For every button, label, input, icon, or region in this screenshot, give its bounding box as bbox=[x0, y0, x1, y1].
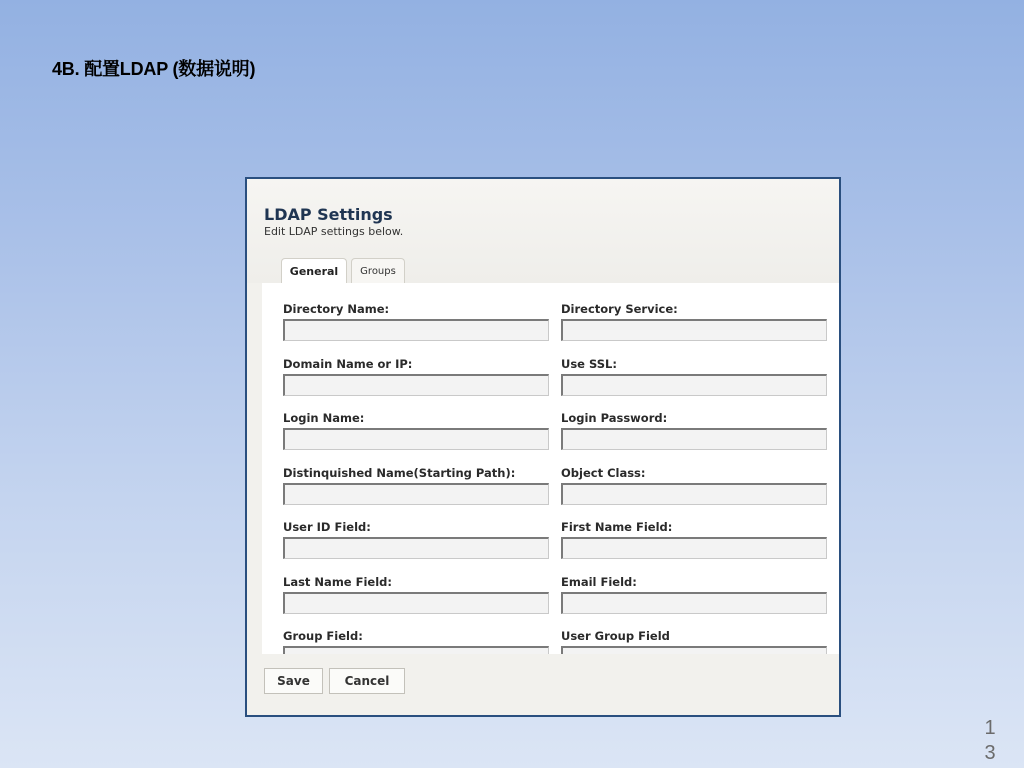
slide-title: 4B. 配置LDAP (数据说明) bbox=[52, 59, 256, 79]
last-name-label: Last Name Field: bbox=[283, 575, 392, 589]
page-number: 13 bbox=[984, 717, 996, 764]
dialog-subtitle: Edit LDAP settings below. bbox=[264, 225, 404, 238]
login-name-label: Login Name: bbox=[283, 411, 365, 425]
distinguished-name-label: Distinquished Name(Starting Path): bbox=[283, 466, 516, 480]
user-id-input[interactable] bbox=[283, 537, 549, 559]
login-password-label: Login Password: bbox=[561, 411, 668, 425]
login-name-input[interactable] bbox=[283, 428, 549, 450]
tab-groups[interactable]: Groups bbox=[351, 258, 405, 283]
dialog-title: LDAP Settings bbox=[264, 205, 393, 224]
group-label: Group Field: bbox=[283, 629, 363, 643]
user-group-input[interactable] bbox=[561, 646, 827, 654]
domain-name-input[interactable] bbox=[283, 374, 549, 396]
domain-name-label: Domain Name or IP: bbox=[283, 357, 413, 371]
email-input[interactable] bbox=[561, 592, 827, 614]
user-group-label: User Group Field bbox=[561, 629, 670, 643]
directory-service-label: Directory Service: bbox=[561, 302, 678, 316]
dialog-footer bbox=[247, 654, 839, 715]
directory-service-input[interactable] bbox=[561, 319, 827, 341]
cancel-button[interactable]: Cancel bbox=[329, 668, 405, 694]
save-button[interactable]: Save bbox=[264, 668, 323, 694]
last-name-input[interactable] bbox=[283, 592, 549, 614]
use-ssl-input[interactable] bbox=[561, 374, 827, 396]
user-id-label: User ID Field: bbox=[283, 520, 371, 534]
login-password-input[interactable] bbox=[561, 428, 827, 450]
email-label: Email Field: bbox=[561, 575, 637, 589]
directory-name-input[interactable] bbox=[283, 319, 549, 341]
first-name-input[interactable] bbox=[561, 537, 827, 559]
dialog-header bbox=[247, 179, 839, 283]
first-name-label: First Name Field: bbox=[561, 520, 673, 534]
group-input[interactable] bbox=[283, 646, 549, 654]
use-ssl-label: Use SSL: bbox=[561, 357, 617, 371]
object-class-input[interactable] bbox=[561, 483, 827, 505]
tab-general[interactable]: General bbox=[281, 258, 347, 284]
object-class-label: Object Class: bbox=[561, 466, 646, 480]
distinguished-name-input[interactable] bbox=[283, 483, 549, 505]
ldap-settings-window bbox=[245, 177, 841, 717]
general-form-panel bbox=[262, 283, 839, 654]
directory-name-label: Directory Name: bbox=[283, 302, 390, 316]
